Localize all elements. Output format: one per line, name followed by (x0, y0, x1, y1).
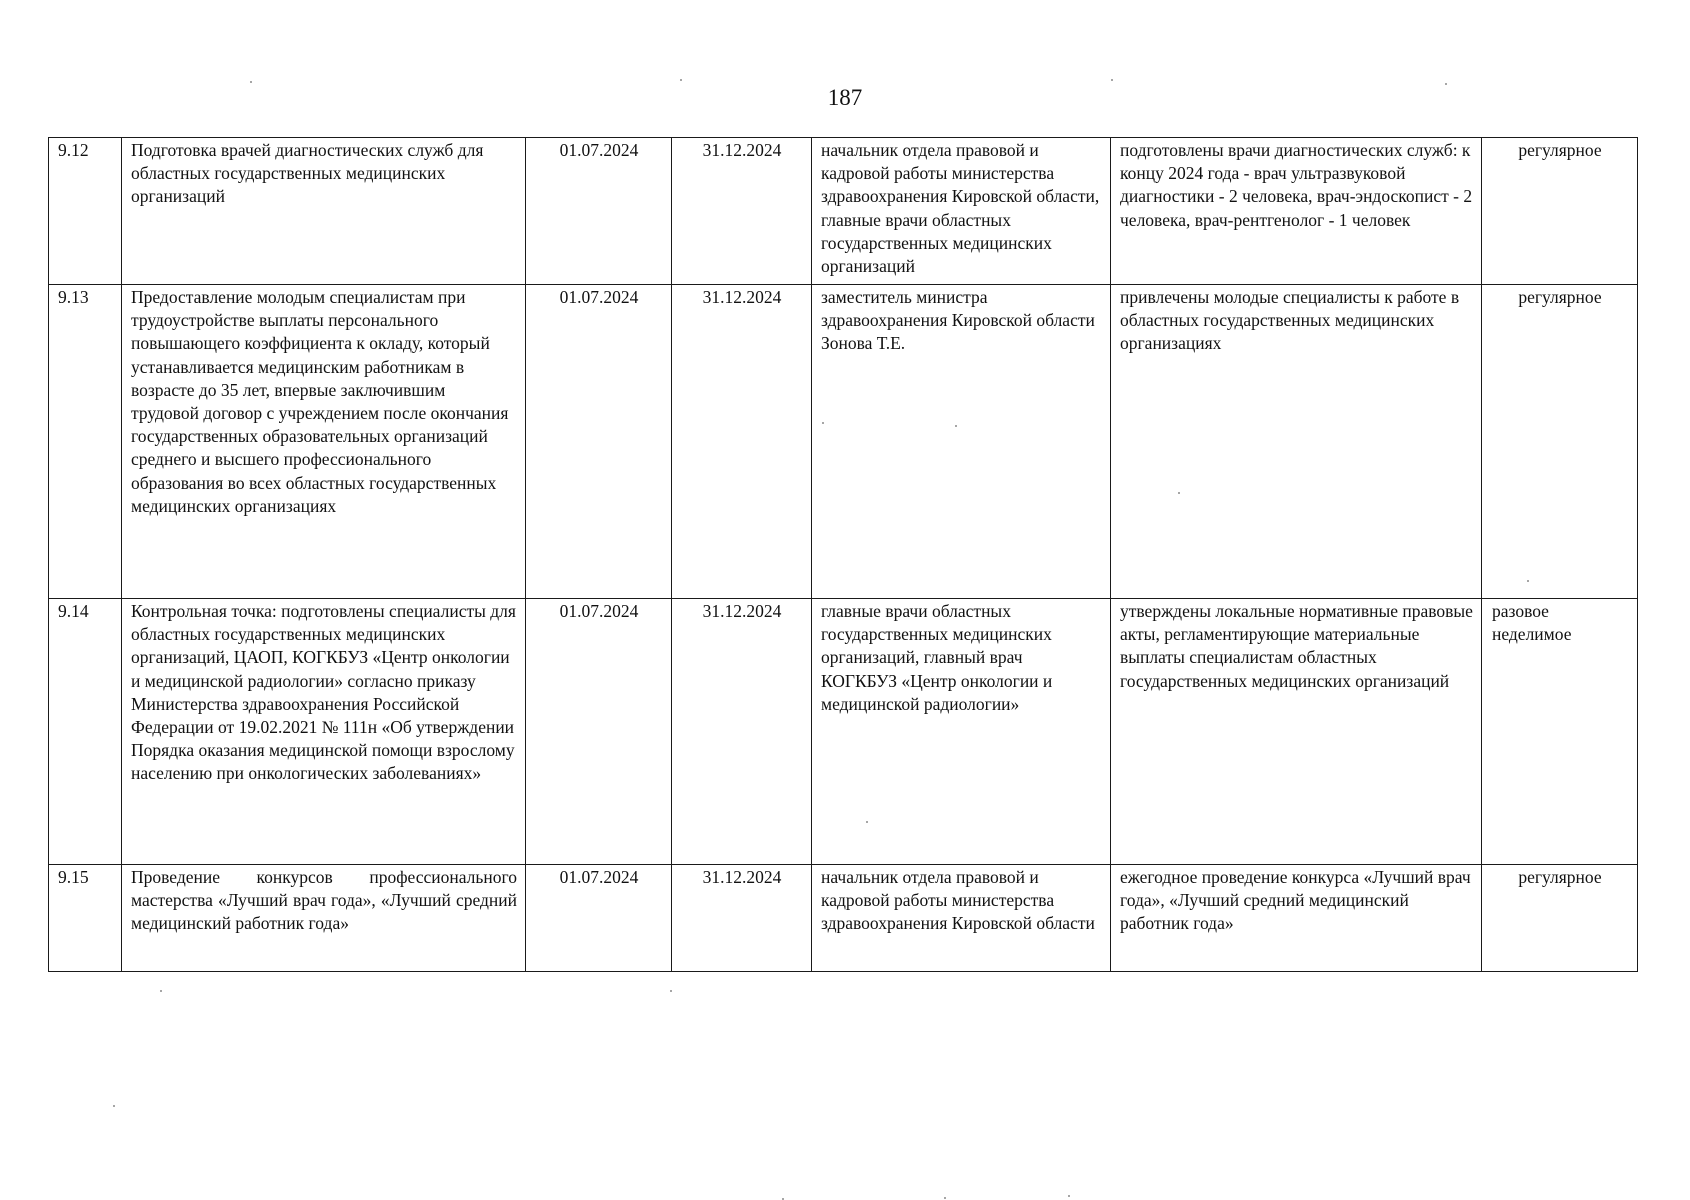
responsible-person: заместитель министра здравоохранения Кировской области Зонова Т.Е. (812, 285, 1111, 599)
table-row (49, 599, 1638, 865)
scan-speck (1178, 492, 1180, 494)
scan-speck (680, 79, 682, 81)
start-date: 01.07.2024 (526, 599, 672, 865)
end-date: 31.12.2024 (672, 865, 812, 972)
task-description: Подготовка врачей диагностических служб для областных государственных медицинских организаций (122, 138, 526, 285)
task-description: Предоставление молодым специалистам при трудоустройстве выплаты персонального повышающего коэффициента к окладу, который устанавливается медицинским работникам в возрасте до 35 лет, впервые заключившим трудовой договор с учреждением после окончания государственных образовательных организаций среднего и высшего профессионального образования во всех областных государственных медицинских организациях (122, 285, 526, 599)
scan-speck (113, 1105, 115, 1107)
expected-result: привлечены молодые специалисты к работе в областных государственных медицинских организациях (1111, 285, 1482, 599)
scan-speck (1445, 83, 1447, 85)
item-number: 9.15 (49, 865, 122, 972)
scan-speck (955, 425, 957, 427)
expected-result: утверждены локальные нормативные правовые акты, регламентирующие материальные выплаты специалистам областных государственных медицинских организаций (1111, 599, 1482, 865)
scan-speck (1527, 580, 1529, 582)
table-row (49, 865, 1638, 972)
scan-speck (822, 422, 824, 424)
event-type: разовое неделимое (1482, 599, 1638, 865)
activities-table (48, 137, 1638, 972)
page-number: 187 (827, 85, 863, 110)
start-date: 01.07.2024 (526, 285, 672, 599)
scan-speck (866, 821, 868, 823)
end-date: 31.12.2024 (672, 138, 812, 285)
expected-result: подготовлены врачи диагностических служб: к концу 2024 года - врач ультразвуковой диагностики - 2 человека, врач-эндоскопист - 2 человека, врач-рентгенолог - 1 человек (1111, 138, 1482, 285)
responsible-person: главные врачи областных государственных медицинских организаций, главный врач КОГКБУЗ «Центр онкологии и медицинской радиологии» (812, 599, 1111, 865)
scan-speck (250, 81, 252, 83)
table-row (49, 285, 1638, 599)
event-type: регулярное (1482, 138, 1638, 285)
item-number: 9.12 (49, 138, 122, 285)
scan-speck (1111, 79, 1113, 81)
end-date: 31.12.2024 (672, 599, 812, 865)
end-date: 31.12.2024 (672, 285, 812, 599)
event-type: регулярное (1482, 865, 1638, 972)
scan-speck (670, 990, 672, 992)
scan-speck (944, 1197, 946, 1199)
event-type: регулярное (1482, 285, 1638, 599)
responsible-person: начальник отдела правовой и кадровой работы министерства здравоохранения Кировской области, главные врачи областных государственных медицинских организаций (812, 138, 1111, 285)
scan-speck (1068, 1195, 1070, 1197)
item-number: 9.14 (49, 599, 122, 865)
expected-result: ежегодное проведение конкурса «Лучший врач года», «Лучший средний медицинский работник года» (1111, 865, 1482, 972)
table-row (49, 138, 1638, 285)
task-description: Контрольная точка: подготовлены специалисты для областных государственных медицинских организаций, ЦАОП, КОГКБУЗ «Центр онкологии и медицинской радиологии» согласно приказу Министерства здравоохранения Российской Федерации от 19.02.2021 № 111н «Об утверждении Порядка оказания медицинской помощи взрослому населению при онкологических заболеваниях» (122, 599, 526, 865)
start-date: 01.07.2024 (526, 865, 672, 972)
task-description: Проведение конкурсов профессионального мастерства «Лучший врач года», «Лучший средний медицинский работник года» (122, 865, 526, 972)
responsible-person: начальник отдела правовой и кадровой работы министерства здравоохранения Кировской области (812, 865, 1111, 972)
scan-speck (160, 990, 162, 992)
item-number: 9.13 (49, 285, 122, 599)
start-date: 01.07.2024 (526, 138, 672, 285)
